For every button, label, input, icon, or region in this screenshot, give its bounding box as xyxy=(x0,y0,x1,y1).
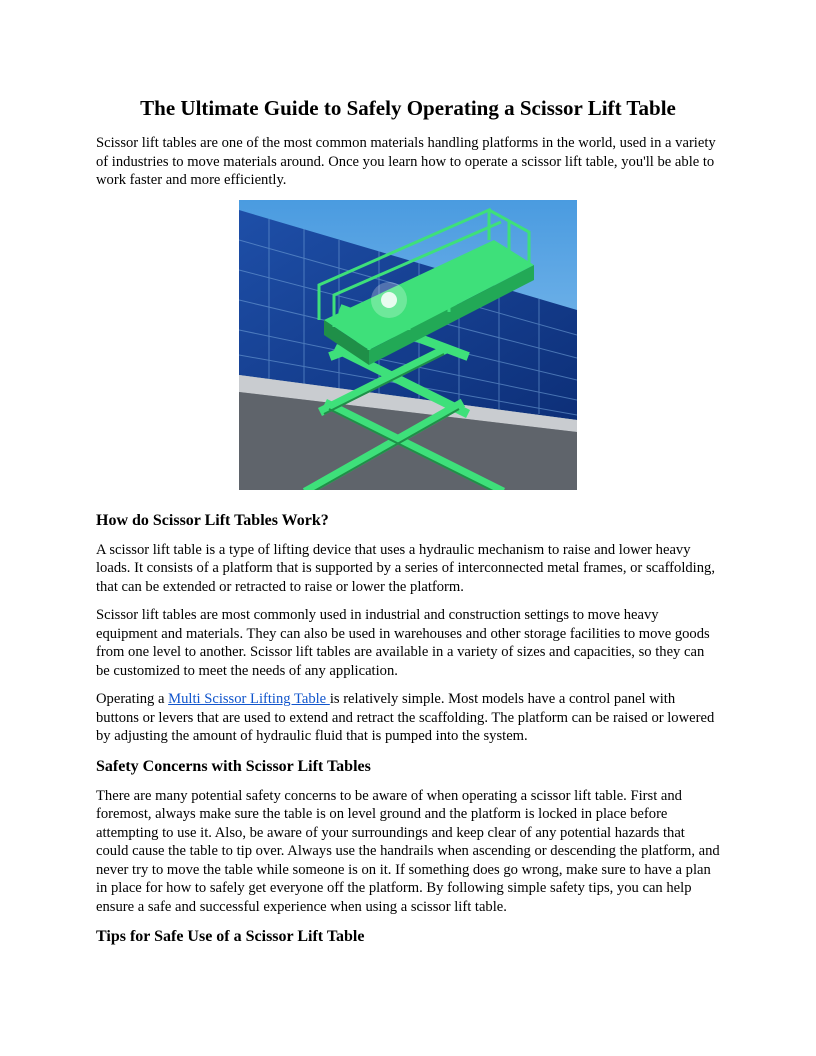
scissor-lift-illustration xyxy=(239,200,577,490)
how-it-works-paragraph-3 xyxy=(96,690,720,746)
how-it-works-paragraph-2: Scissor lift tables are most commonly used in industrial and construction settings to move heavy equipment and materials. They can also be used in warehouses and other storage facilities to move goods from one level to another. Scissor lift tables are available in a variety of sizes and capacities, so they can be customized to meet the needs of any application. xyxy=(96,607,710,679)
page-title: The Ultimate Guide to Safely Operating a Scissor Lift Table xyxy=(140,96,676,120)
multi-scissor-lifting-table-link[interactable]: Multi Scissor Lifting Table xyxy=(168,691,330,707)
safety-concerns-paragraph: There are many potential safety concerns to be aware of when operating a scissor lift table. First and foremost, always make sure the table is on level ground and the platform is locked in place before attempting to use it. Also, be aware of your surroundings and keep clear of any potential hazards that could cause the table to tip over. Always use the handrails when ascending or descending the platform, and never try to move the table while someone is on it. If something does go wrong, make sure to have a plan in place for how to safely get everyone off the platform. By following simple safety tips, you can help ensure a safe and successful experience when using a scissor lift table. xyxy=(96,787,720,915)
paragraph-text-before-link: Operating a xyxy=(96,691,169,707)
how-it-works-paragraph-1: A scissor lift table is a type of lifting device that uses a hydraulic mechanism to raise and lower heavy loads. It consists of a platform that is supported by a series of interconnected metal frames, or scaffolding, that can be extended or retracted to raise or lower the platform. xyxy=(96,541,715,595)
section-heading-safe-use-tips: Tips for Safe Use of a Scissor Lift Table xyxy=(96,928,365,945)
section-heading-how-it-works: How do Scissor Lift Tables Work? xyxy=(96,511,329,529)
scissor-lift-photo xyxy=(239,200,577,490)
intro-paragraph: Scissor lift tables are one of the most common materials handling platforms in the world, used in a variety of industries to move materials around. Once you learn how to operate a scissor lift table, you'll be able to work faster and more efficiently. xyxy=(96,135,716,188)
paragraph-text-after-link: is relatively simple. Most models have a control panel with buttons or levers that are used to extend and retract the scaffolding. The platform can be raised or lowered by adjusting the amount of hydraulic fluid that is pumped into the system. xyxy=(96,691,715,744)
section-heading-safety-concerns: Safety Concerns with Scissor Lift Tables xyxy=(96,757,371,775)
document-body xyxy=(96,94,720,957)
